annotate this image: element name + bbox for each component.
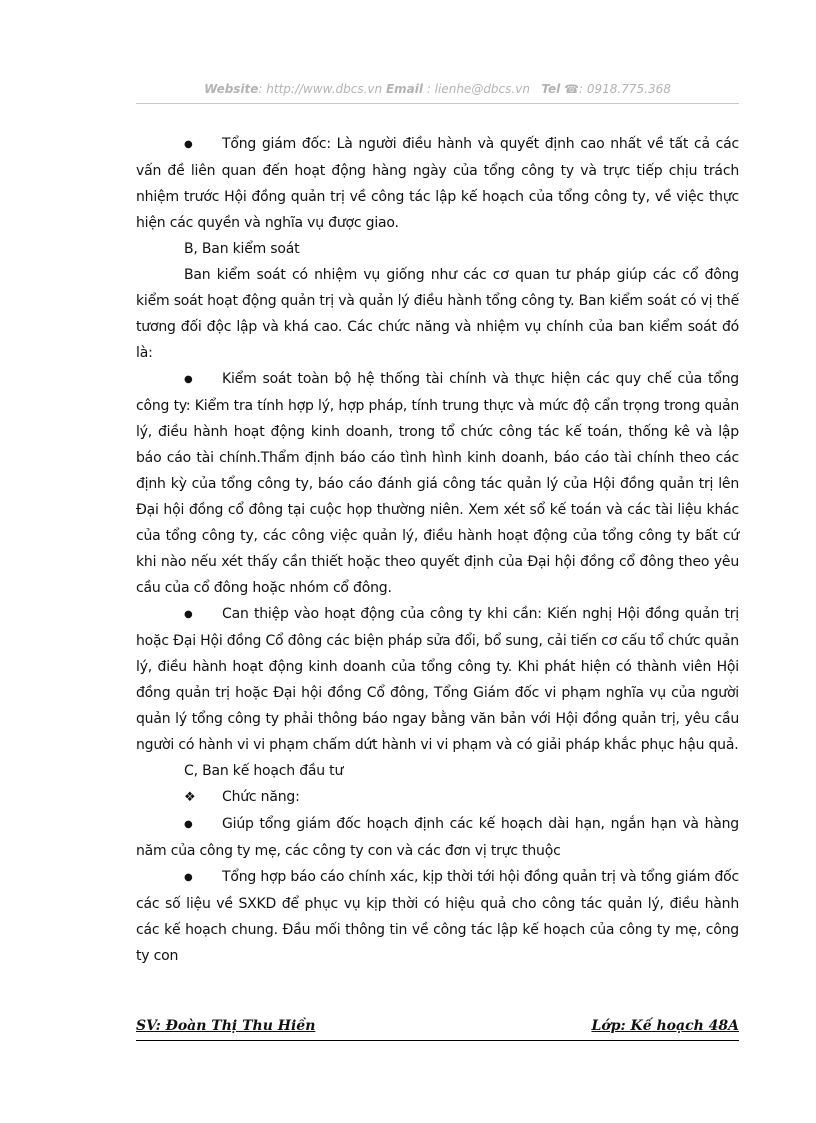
four-diamond-bullet-icon: ❖ — [184, 790, 196, 805]
email-label: Email — [385, 82, 423, 96]
bullet-dot-icon: ● — [184, 609, 193, 620]
section-heading-c: C, Ban kế hoạch đầu tư — [184, 763, 344, 779]
function-subheading — [136, 784, 739, 811]
page-header — [136, 82, 739, 102]
bullet-dot-icon: ● — [184, 374, 193, 385]
paragraph-text: Giúp tổng giám đốc hoạch định các kế hoạch dài hạn, ngắn hạn và hàng năm của công ty mẹ, các công ty con và các đơn vị trực thuộc — [136, 816, 739, 859]
header-divider — [136, 103, 739, 104]
paragraph-text: Tổng hợp báo cáo chính xác, kịp thời tới hội đồng quản trị và tổng giám đốc các số liệu về SXKD để phục vụ kịp thời có hiệu quả cho công tác quản lý, điều hành các kế hoạch chung. Đầu mối thông tin về công tác lập kế hoạch của công ty mẹ, công ty con — [136, 869, 739, 964]
paragraph-text: Tổng giám đốc: Là người điều hành và quyết định cao nhất về tất cả các vấn đề liên quan đến hoạt động hàng ngày của tổng công ty và trực tiếp chịu trách nhiệm trước Hội đồng quản trị về công tác lập kế hoạch của tổng công ty, về việc thực hiện các quyền và nghĩa vụ được giao. — [136, 136, 739, 231]
section-heading-b: B, Ban kiểm soát — [184, 241, 300, 257]
bullet-paragraph-planning — [136, 811, 739, 864]
bullet-dot-icon: ● — [184, 139, 193, 150]
tel-value: : 0918.775.368 — [579, 82, 671, 96]
email-value: : lienhe@dbcs.vn — [423, 82, 530, 96]
paragraph-text: Can thiệp vào hoạt động của công ty khi cần: Kiến nghị Hội đồng quản trị hoặc Đại Hội đồng Cổ đông các biện pháp sửa đổi, bổ sung, cải tiến cơ cấu tổ chức quản lý, điều hành hoạt động kinh doanh của tổng công ty. Khi phát hiện có thành viên Hội đồng quản trị hoặc Đại hội đồng Cổ đông, Tổng Giám đốc vi phạm nghĩa vụ của người quản lý tổng công ty phải thông báo ngay bằng văn bản với Hội đồng quản trị, yêu cầu người có hành vi vi phạm chấm dứt hành vi vi phạm và có giải pháp khắc phục hậu quả. — [136, 606, 739, 753]
student-name: SV: Đoàn Thị Thu Hiền — [136, 1018, 316, 1034]
website-label: Website — [204, 82, 259, 96]
paragraph-supervisory-board: Ban kiểm soát có nhiệm vụ giống như các cơ quan tư pháp giúp các cổ đông kiểm soát hoạt động quản trị và quản lý điều hành tổng công ty. Ban kiểm soát có vị thế tương đối độc lập và khá cao. Các chức năng và nhiệm vụ chính của ban kiểm soát đó là: — [136, 267, 739, 361]
tel-label: Tel — [541, 82, 561, 96]
bullet-dot-icon: ● — [184, 872, 193, 883]
bullet-dot-icon: ● — [184, 819, 193, 830]
page-footer — [136, 1018, 739, 1041]
bullet-paragraph-ceo — [136, 131, 739, 236]
bullet-paragraph-financial-control — [136, 366, 739, 601]
function-label: Chức năng: — [222, 789, 300, 805]
bullet-paragraph-reporting — [136, 864, 739, 969]
bullet-paragraph-intervention — [136, 601, 739, 758]
paragraph-text: Kiểm soát toàn bộ hệ thống tài chính và thực hiện các quy chế của tổng công ty: Kiểm tra tính hợp lý, hợp pháp, tính trung thực và mức độ cẩn trọng trong quản lý, điều hành hoạt động kinh doanh, trong tổ chức công tác kế toán, thống kê và lập báo cáo tài chính.Thẩm định báo cáo tình hình kinh doanh, báo cáo tài chính theo các định kỳ của tổng công ty, báo cáo đánh giá công tác quản lý của Hội đồng quản trị lên Đại hội đồng cổ đông tại cuộc họp thường niên. Xem xét sổ kế toán và các tài liệu khác của tổng công ty, các công việc quản lý, điều hành hoạt động của tổng công ty bất cứ khi nào nếu xét thấy cần thiết hoặc theo quyết định của Đại hội đồng cổ đông theo yêu cầu của cổ đông hoặc nhóm cổ đông. — [136, 371, 739, 596]
phone-icon: ☎ — [564, 82, 580, 96]
document-body — [136, 131, 739, 969]
website-value: : http://www.dbcs.vn — [258, 82, 383, 96]
class-name: Lớp: Kế hoạch 48A — [591, 1018, 739, 1034]
